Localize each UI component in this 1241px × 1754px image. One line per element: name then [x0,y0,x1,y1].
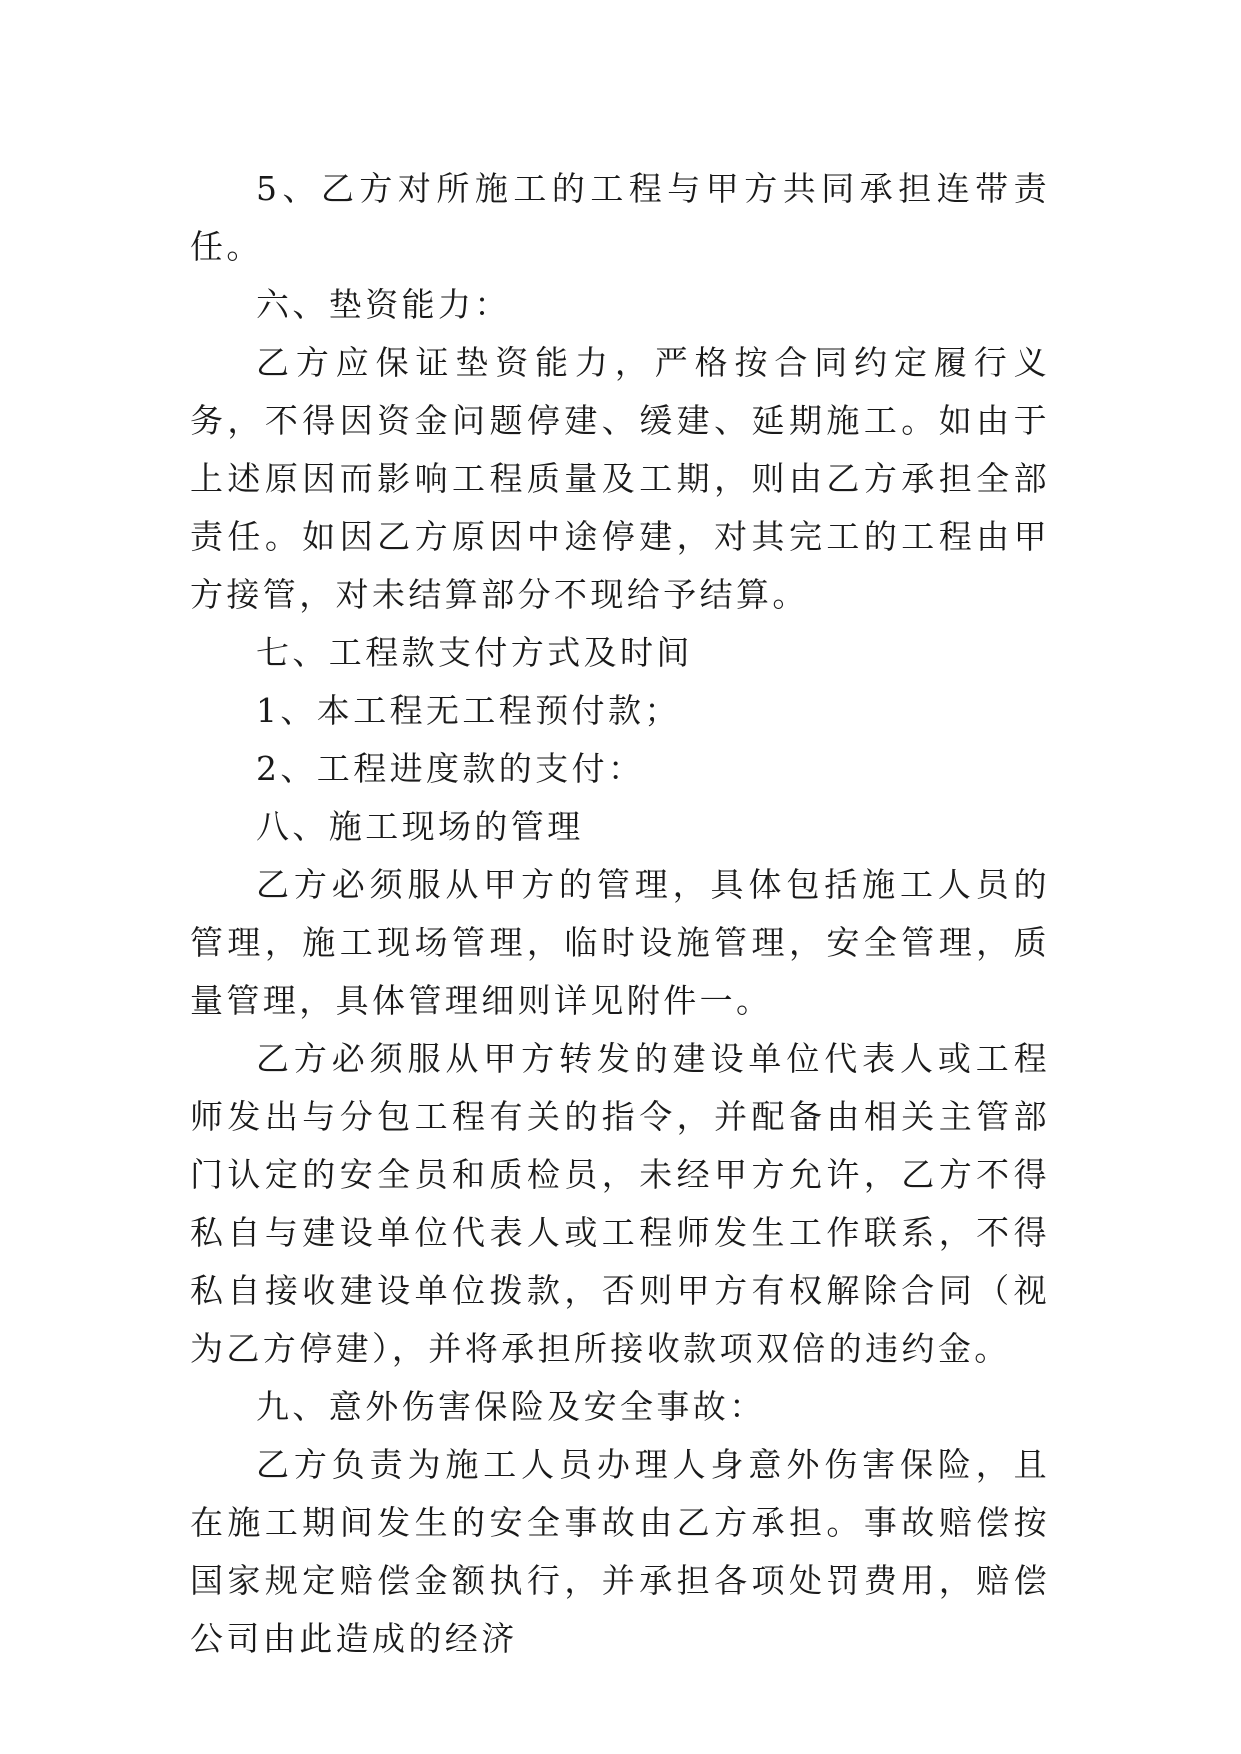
clause-5-joint-liability: 5、乙方对所施工的工程与甲方共同承担连带责任。 [190,169,1050,266]
section-6-heading: 六、垫资能力： [256,285,511,324]
section-7-heading: 七、工程款支付方式及时间 [256,633,693,672]
section-8-heading: 八、施工现场的管理 [256,807,584,846]
section-8-paragraph-1: 乙方必须服从甲方的管理，具体包括施工人员的管理，施工现场管理，临时设施管理，安全管理，质量管理，具体管理细则详见附件一。 [190,865,1050,1020]
document-body [190,160,1050,1668]
section-6-paragraph: 乙方应保证垫资能力，严格按合同约定履行义务，不得因资金问题停建、缓建、延期施工。如由于上述原因而影响工程质量及工期，则由乙方承担全部责任。如因乙方原因中途停建，对其完工的工程由甲方接管，对未结算部分不现给予结算。 [190,343,1050,614]
section-9-paragraph: 乙方负责为施工人员办理人身意外伤害保险，且在施工期间发生的安全事故由乙方承担。事故赔偿按国家规定赔偿金额执行，并承担各项处罚费用，赔偿公司由此造成的经济 [190,1445,1050,1658]
clause-1-no-advance: 1、本工程无工程预付款； [256,691,681,730]
section-9-heading: 九、意外伤害保险及安全事故： [256,1387,766,1426]
section-8-paragraph-2: 乙方必须服从甲方转发的建设单位代表人或工程师发出与分包工程有关的指令，并配备由相关主管部门认定的安全员和质检员，未经甲方允许，乙方不得私自与建设单位代表人或工程师发生工作联系，不得私自接收建设单位拨款，否则甲方有权解除合同（视为乙方停建），并将承担所接收款项双倍的违约金。 [190,1039,1050,1368]
clause-2-progress-payment: 2、工程进度款的支付： [256,749,645,788]
